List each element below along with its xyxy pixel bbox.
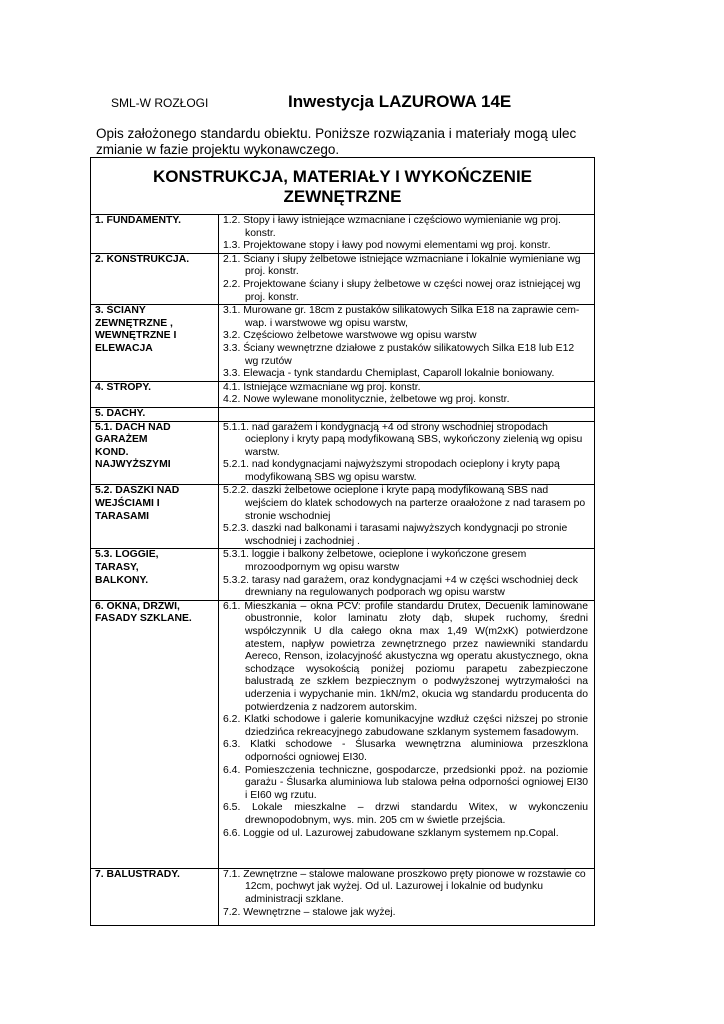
table-title xyxy=(91,158,594,215)
row-item: 5.3.2. tarasy nad garażem, oraz kondygnacjami +4 w części wschodniej deck drewniany na regulowanych podporach wg opisu warstw xyxy=(223,574,578,599)
row-item: 3.2. Częściowo żelbetowe warstwowe wg opisu warstw xyxy=(223,330,477,342)
row-label: 7. BALUSTRADY. xyxy=(95,868,180,880)
table-row xyxy=(91,407,594,421)
row-content-cell xyxy=(219,215,595,253)
row-item: 7.1. Zewnętrzne – stalowe malowane proszkowo pręty pionowe w rozstawie co 12cm, pochwyt jak wyżej. Od ul. Lazurowej i lokalnie od budynku administracji szklane. xyxy=(223,868,586,905)
row-label-cell xyxy=(91,421,219,485)
row-content-cell xyxy=(219,305,595,382)
row-content-cell xyxy=(219,600,595,868)
row-item: 6.5. Lokale mieszkalne – drzwi standardu Witex, w wykonczeniu drewnopodobnym, wys. min. 205 cm w świetle przejścia. xyxy=(223,802,588,826)
table-row xyxy=(91,600,594,868)
row-label-cell xyxy=(91,868,219,925)
row-item: 3.1. Murowane gr. 18cm z pustaków silikatowych Silka E18 na zaprawie cem-wap. i warstwowe wg opisu warstw, xyxy=(223,305,580,329)
row-label: 4. STROPY. xyxy=(95,381,152,393)
row-item: 3.3. Elewacja - tynk standardu Chemiplast, Caparoll lokalnie boniowany. xyxy=(223,368,555,380)
row-content-cell xyxy=(219,485,595,549)
table-row xyxy=(91,215,594,253)
header-left-label: SML-W ROZŁOGI xyxy=(111,96,209,110)
row-item: 2.2. Projektowane ściany i słupy żelbetowe w części nowej oraz istniejącej wg proj. konstr. xyxy=(223,278,581,303)
row-item: 3.3. Ściany wewnętrzne działowe z pustaków silikatowych Silka E18 lub E12 wg rzutów xyxy=(223,342,575,367)
row-content-cell xyxy=(219,549,595,600)
table-row xyxy=(91,549,594,600)
row-item: 6.4. Pomieszczenia techniczne, gospodarcze, przedsionki ppoż. na poziomie garażu - Ślusarka aluminiowa lub stalowa pełna odporności ogniowej EI30 i EI60 wg rzutu. xyxy=(223,764,588,801)
row-label-cell xyxy=(91,600,219,868)
row-item: 5.2.2. daszki żelbetowe ocieplone i kryte papą modyfikowaną SBS nad wejściem do klatek schodowych na parterze oraałożone z nad tarasem po stronie wschodniej xyxy=(223,485,586,522)
row-label-cell xyxy=(91,549,219,600)
row-label: 2. KONSTRUKCJA. xyxy=(95,253,190,265)
intro-paragraph: Opis założonego standardu obiektu. Poniższe rozwiązania i materiały mogą ulec zmianie w fazie projektu wykonawczego. xyxy=(96,126,577,157)
row-item: 6.6. Loggie od ul. Lazurowej zabudowane szklanym systemem np.Copal. xyxy=(223,827,559,839)
row-item: 5.1.1. nad garażem i kondygnacją +4 od strony wschodniej stropodach ocieplony i kryty papą modyfikowaną SBS, wykończony zielenią wg opisu warstw. xyxy=(223,421,583,458)
row-item: 1.3. Projektowane stopy i ławy pod nowymi elementami wg proj. konstr. xyxy=(223,240,551,252)
table-title-line1: KONSTRUKCJA, MATERIAŁY I WYKOŃCZENIE xyxy=(152,167,533,186)
row-label-cell xyxy=(91,253,219,304)
row-content-cell xyxy=(219,421,595,485)
row-item: 1.2. Stopy i ławy istniejące wzmacniane i częściowo wymienianie wg proj. konstr. xyxy=(223,215,561,239)
row-content-cell xyxy=(219,381,595,407)
row-label-cell xyxy=(91,215,219,253)
table-title-line2: ZEWNĘTRZNE xyxy=(283,187,402,206)
table-row xyxy=(91,381,594,407)
row-label-cell xyxy=(91,407,219,421)
row-item: 6.1. Mieszkania – okna PCV: profile standardu Drutex, Decuenik laminowane obustronnie, kolor laminatu złoty dąb, słupek ruchomy, średni współczynnik U dla całego okna max 1,49 W(m2xK) potwierdzone atestem, napływ powietrza zewnętrznego przez nawiewniki standardu Aereco, Renson, izolacyjność akustyczna wg operatu akustycznego, okna schodzące wysokością poniżej poziomu parapetu zabezpieczone balustradą ze szkłem bezpiecznym o podwyższonej wytrzymałości na uderzenia i wypychanie min. 1kN/m2, okucia wg standardu producenta do potwierdzenia z nadzorem autorskim. xyxy=(223,600,588,713)
investment-title: Inwestycja LAZUROWA 14E xyxy=(288,92,512,111)
table-row xyxy=(91,421,594,485)
row-content-cell xyxy=(219,407,595,421)
row-content-cell xyxy=(219,253,595,304)
row-label: 3. ŚCIANY ZEWNĘTRZNE , WEWNĘTRZNE I ELEWACJA xyxy=(95,305,177,354)
row-item: 4.2. Nowe wylewane monolitycznie, żelbetowe wg proj. konstr. xyxy=(223,394,510,406)
standards-grid xyxy=(91,215,594,925)
table-row xyxy=(91,253,594,304)
row-item: 7.2. Wewnętrzne – stalowe jak wyżej. xyxy=(223,906,396,918)
row-item: 2.1. Ściany i słupy żelbetowe istniejące wzmacniane i lokalnie wymieniane wg proj. konstr. xyxy=(223,253,581,278)
table-row xyxy=(91,305,594,382)
page-header xyxy=(0,92,724,116)
row-item: 6.3. Klatki schodowe - Ślusarka wewnętrzna aluminiowa przeszklona odporności ogniowej EI30. xyxy=(223,739,588,763)
standards-table xyxy=(90,157,595,926)
table-row xyxy=(91,485,594,549)
row-label-cell xyxy=(91,305,219,382)
row-label: 5.3. LOGGIE, TARASY, BALKONY. xyxy=(95,549,159,586)
row-label: 5. DACHY. xyxy=(95,407,146,419)
row-item: 4.1. Istniejące wzmacniane wg proj. konstr. xyxy=(223,381,421,393)
row-label-cell xyxy=(91,381,219,407)
row-content-cell xyxy=(219,868,595,925)
row-item: 5.2.3. daszki nad balkonami i tarasami najwyższych kondygnacji po stronie wschodniej i zachodniej . xyxy=(223,523,568,547)
table-row xyxy=(91,868,594,925)
row-label: 5.1. DACH NAD GARAŻEM KOND. NAJWYŻSZYMI xyxy=(95,421,171,471)
row-label: 5.2. DASZKI NAD WEJŚCIAMI I TARASAMI xyxy=(95,485,180,522)
row-label-cell xyxy=(91,485,219,549)
row-item: 5.2.1. nad kondygnacjami najwyższymi stropodach ocieplony i kryty papą modyfikowaną SBS wg opisu warstw. xyxy=(223,459,560,483)
row-item: 5.3.1. loggie i balkony żelbetowe, ocieplone i wykończone gresem mrozoodpornym wg opisu warstw xyxy=(223,549,527,574)
row-item: 6.2. Klatki schodowe i galerie komunikacyjne wzdłuż części niższej po stronie dziedzińca rekreacyjnego zabudowane szklanym systemem fasadowym. xyxy=(223,714,588,738)
row-label: 6. OKNA, DRZWI, FASADY SZKLANE. xyxy=(95,600,192,625)
row-label: 1. FUNDAMENTY. xyxy=(95,215,182,226)
